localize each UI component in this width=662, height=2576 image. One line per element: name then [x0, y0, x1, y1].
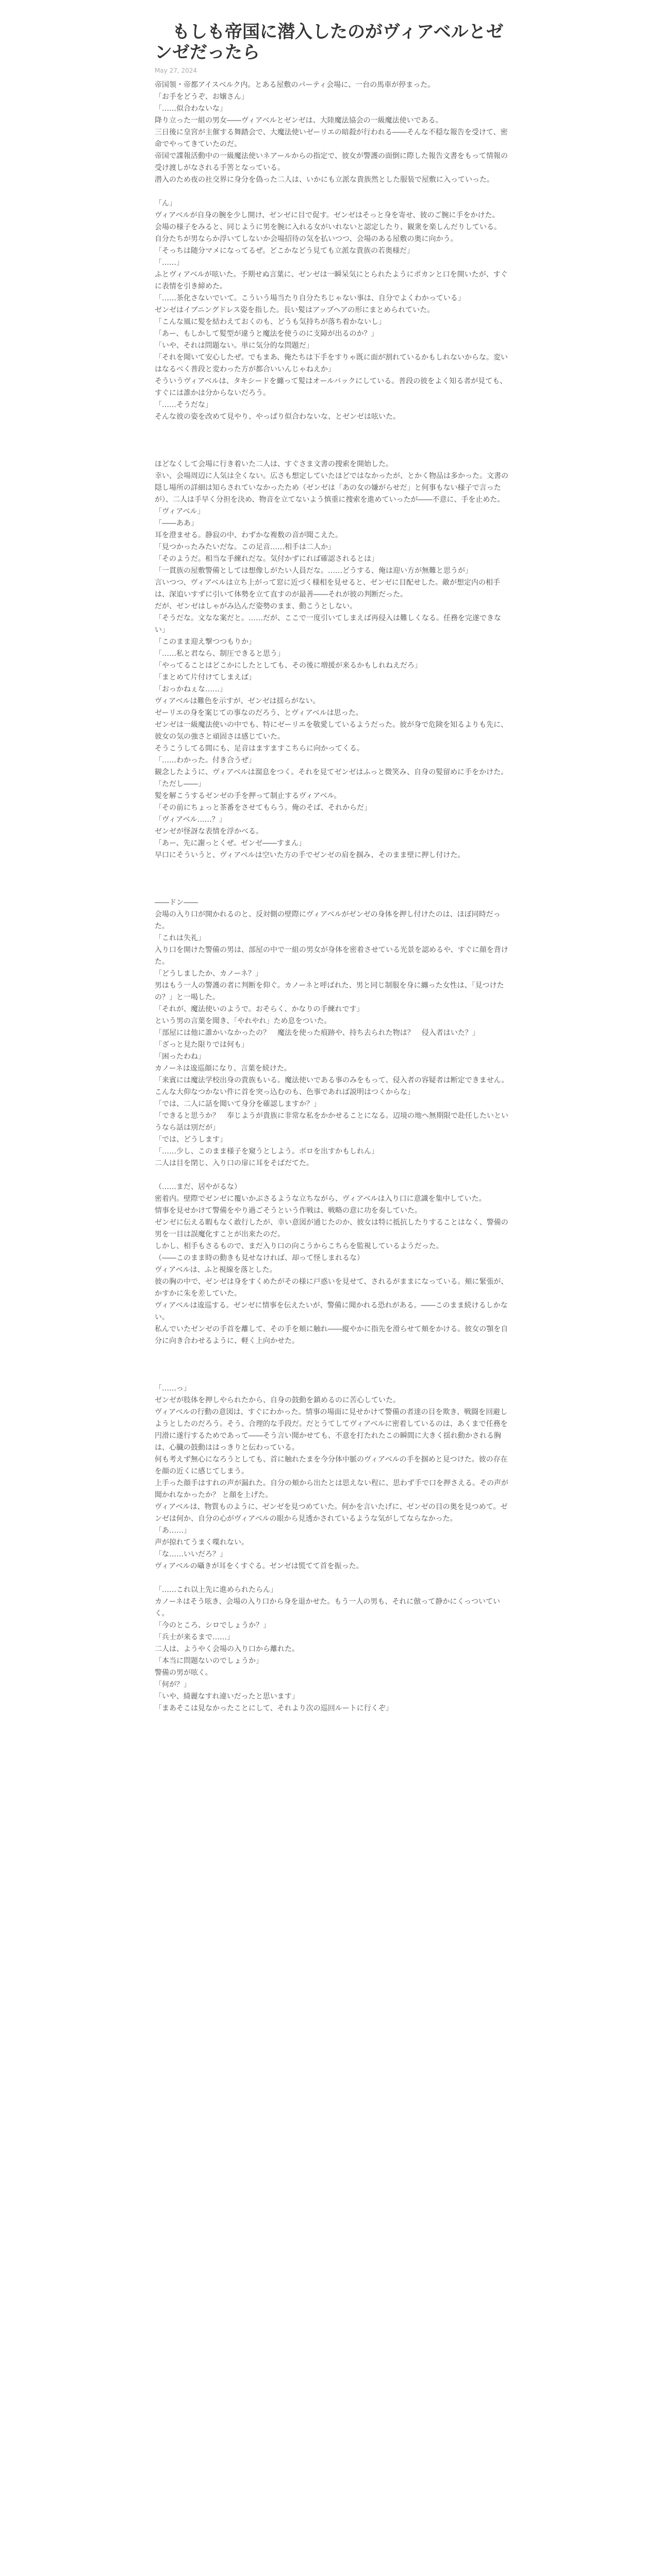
spacer: [155, 435, 510, 447]
paragraph: 「そうだな。文なな案だと。……だが、ここで一度引いてしまえば再侵入は難しくなる。任務を完遂できない」: [155, 614, 501, 634]
paragraph: ――ドン――: [155, 899, 198, 907]
paragraph: カノーネはそう呟き、会場の入り口から身を退かせた。もう一人の男も、それに倣って静かにくっついていく。: [155, 1598, 501, 1618]
paragraph: そうこうしてる間にも、足音はますますこちらに向かってくる。: [155, 744, 364, 753]
paragraph: しかし、相手もさるもので、まだ入り口の向こうからこちらを監視しているようだった。: [155, 1242, 443, 1250]
spacer: [155, 447, 510, 459]
paragraph: 「まあそこは見なかったことにして、それより次の巡回ルートに行くぞ」: [155, 1704, 393, 1713]
paragraph: 「何が？」: [155, 1681, 191, 1689]
paragraph: 「……っ」: [155, 1384, 191, 1393]
paragraph: 「それが、魔法使いのようで。おそらく、かなりの手練れです」: [155, 1005, 364, 1013]
paragraph: 「それを聞いて安心したぜ。でもまあ、俺たちは下手をすりゃ既に面が割れているかもしれないからな。変いはなるべく普段と変わった方が都合いいんじゃねえか」: [155, 353, 508, 374]
paragraph: 「兵士が来るまで……」: [155, 1633, 234, 1641]
paragraph: 彼の胸の中で、ゼンゼは身をすくめたがその様に戸惑いを見せて、されるがままになっている。頬に緊張が、かすかに朱を差していた。: [155, 1278, 508, 1298]
paragraph: 何も考えず無心になろうとしても、首に触れたまを今分体中脈のヴィアベルの手を掴めと見つけた。彼の存在を顔の近くに感じてしまう。: [155, 1455, 508, 1476]
paragraph: 「こんな風に髪を結わえておくのも、どうも気持ちが落ち着かないし」: [155, 318, 386, 326]
paragraph: そういうヴィアベルは、タキシードを纏って髪はオールバックにしている。普段の彼をよく知る者が見ても、すぐには誰かは分からないだろう。: [155, 377, 507, 397]
paragraph: 「見つかったみたいだな。この足音……相手は二人か」: [155, 543, 335, 551]
paragraph: 「本当に問題ないのでしょうか」: [155, 1657, 263, 1665]
paragraph: ヴィアベルの行動の意図は、すぐにわかった。情事の場面に見せかけて警備の者達の目を欺き、戦闘を回避しようとしたのだろう。そう、合理的な手段だ。だとうてしてヴィアベルに密着しているのは、あくまで任務を円滑に遂行するためであって――そう言い聞かせても、不意を打たれたこの瞬間に大きく揺れ動かされる胸は、心臓の鼓動ははっきりと伝わっている。: [155, 1408, 508, 1452]
paragraph: 「――ああ」: [155, 519, 198, 528]
paragraph: 「ヴィアベル」: [155, 507, 205, 516]
paragraph: 上手った顔手はすれの声が漏れた。自分の頬から出たとは思えない程に、思わず手で口を押さえる。その声が聞かれなかったか？ と顔を上げた。: [155, 1479, 508, 1499]
paragraph: 警備の男が呟く。: [155, 1669, 212, 1677]
paragraph: 帝国で諜報活動中の一級魔法使いネアールからの指定で、彼女が警護の面倒に際した報告文書をもって情報の受け渡しがなされる手筈となっている。: [155, 152, 508, 172]
paragraph: ふとヴィアベルが呟いた。予期せぬ言葉に、ゼンゼは一瞬呆気にとられたようにポカンと口を開いたが、すぐに表情を引き締めた。: [155, 270, 508, 291]
spacer: [155, 1371, 510, 1383]
paragraph: 早口にそういうと、ヴィアベルは空いた方の手でゼンゼの肩を掴み、そのまま壁に押し付けた。: [155, 851, 465, 859]
paragraph: 「お手をどうぞ、お嬢さん」: [155, 93, 249, 101]
paragraph: ヴィアベルは、ふと視線を落とした。: [155, 1266, 277, 1274]
paragraph: 「やってることはどこかにしたとしても、その後に増援が来るかもしれねえだろ」: [155, 662, 422, 670]
paragraph: カノーネは逡巡顔になり、言葉を続けた。: [155, 1064, 291, 1073]
paragraph: 「困ったわね」: [155, 1053, 205, 1061]
paragraph: 「あ……」: [155, 1527, 191, 1535]
paragraph: ゼンゼはイブニングドレス姿を指した。長い髪はアップヘアの形にまとめられていた。: [155, 306, 435, 314]
paragraph: 声が掠れてうまく喋れない。: [155, 1538, 249, 1547]
paragraph: 「……」: [155, 259, 184, 267]
paragraph: 「ざっと見た限りでは何も」: [155, 1041, 249, 1049]
paragraph: ゼンゼが怪訝な表情を浮かべる。: [155, 827, 263, 836]
paragraph: 「そのようだ。相当な手練れだな。気付かずにれば確認されるとは」: [155, 555, 378, 563]
paragraph: 「これは失礼」: [155, 934, 205, 942]
paragraph: 「……私と君なら、制圧できると思う」: [155, 650, 285, 658]
paragraph: そんな彼の姿を改めて見やり、やっぱり似合わないな、とゼンゼは呟いた。: [155, 413, 400, 421]
paragraph: ヴィアベルは、物質ものように、ゼンゼを見つめていた。何かを言いたげに、ゼンゼの目の奥を見つめて。ゼンゼは何か、自分の心がヴィアベルの眼から見透かされているような気がしてならなかった。: [155, 1503, 508, 1523]
spacer: [155, 1572, 510, 1584]
spacer: [155, 1170, 510, 1181]
paragraph: 「ヴィアベル……？」: [155, 816, 226, 824]
paragraph: 「どうしましたか、カノーネ？」: [155, 970, 262, 978]
paragraph: 「あー、もしかして髪型が違うと魔法を使うのに支障が出るのか？」: [155, 330, 378, 338]
article: [155, 15, 510, 1715]
paragraph: 潜入のため夜の社交界に身分を偽った二人は、いかにも立派な貴族然とした服装で屋敷に入っていった。: [155, 176, 494, 184]
paragraph: 「な……いいだろ？」: [155, 1550, 227, 1558]
paragraph: （――このまま時の動きも見せなければ、却って怪しまれるな）: [155, 1254, 364, 1262]
paragraph: 情事を見せかけて警備をやり過ごそうという作戦は、戦略の意に功を奏していた。: [155, 1207, 422, 1215]
paragraph: 耳を澄ませる。静寂の中、わずかな複数の音が聞こえた。: [155, 531, 342, 539]
paragraph: 密着内。壁際でゼンゼに覆いかぶさるような立ちながら、ヴィアベルは入り口に意識を集中していた。: [155, 1195, 486, 1203]
paragraph: 「まとめて片付けてしまえば」: [155, 673, 256, 682]
paragraph: 帝国領・帝都アイスベルク内。とある屋敷のパーティ会場に、一台の馬車が停まった。: [155, 81, 435, 89]
paragraph: 「一貫族の屋敷警備としては想像しがたい人員だな。……どうする、俺は迎い方が無難と思うが」: [155, 567, 472, 575]
paragraph: ゼンゼは一級魔法使いの中でも、特にゼーリエを敬愛しているようだった。彼が身で危険を知るよりも先に、彼女の気の強さと頑固さは感じていた。: [155, 721, 508, 741]
paragraph: 「では、どうします」: [155, 1136, 227, 1144]
paragraph: 会場の様子をみると、同じように男を腕に入れる女がいれないと認定したり、観衆を楽しんだりしている。: [155, 223, 501, 231]
paragraph: だが、ゼンゼはしゃがみ込んだ姿勢のまま、動こうとしない。: [155, 602, 357, 611]
paragraph: 降り立った一組の男女――ヴィアベルとゼンゼは、大陸魔法協会の一級魔法使いである。: [155, 116, 443, 125]
paragraph: ヴィアベルは逡巡する。ゼンゼに情事を伝えたいが、警備に聞かれる恐れがある。――このまま続けるしかない。: [155, 1301, 508, 1321]
paragraph: 私んでいたゼンゼの手首を離して、その手を頬に触れ――縦やかに指先を滑らせて頬をかける。彼女の顎を自分に向き合わせるように、軽く上向かせた。: [155, 1325, 508, 1345]
paragraph: （……まだ、居やがるな）: [155, 1183, 241, 1191]
spacer: [155, 1347, 510, 1359]
article-body: [155, 79, 510, 1715]
spacer: [155, 885, 510, 897]
paragraph: 自分たちが男ならか浮いてしないか会場招待の気を払いつつ、会場のある屋敷の奥に向かう。: [155, 235, 458, 243]
paragraph: 「では、二人に話を聞いて身分を確認しますか？」: [155, 1100, 321, 1108]
paragraph: 「……そうだな」: [155, 401, 212, 409]
paragraph: 「……茶化さないでいて。こういう場当たり自分たちじゃない事は、自分でよくわかっている」: [155, 294, 465, 302]
paragraph: 「……似合わないな」: [155, 105, 227, 113]
paragraph: 「そっちは随分マメになってるぜ。どこかなどう見ても立派な貴族の若奥様だ」: [155, 247, 415, 255]
paragraph: 「その前にちょっと茶番をさせてもらう。俺のそば、それからだ」: [155, 804, 371, 812]
paragraph: 入り口を開けた警備の男は、部屋の中で一組の男女が身体を密着させている光景を認めるや、すぐに顔を背けた。: [155, 946, 508, 966]
paragraph: 「……少し、このまま様子を窺うとしよう。ボロを出すかもしれん」: [155, 1147, 378, 1156]
paragraph: 「部屋には他に誰かいなかったの？ 魔法を使った痕跡や、持ち去られた物は？ 侵入者はいた？」: [155, 1029, 479, 1037]
spacer: [155, 1359, 510, 1371]
paragraph: 「おっかねぇな……」: [155, 685, 227, 693]
paragraph: ヴィアベルが自身の腕を少し開け、ゼンゼに目で促す。ゼンゼはそっと身を寄せ、彼のご腕に手をかけた。: [155, 211, 500, 219]
paragraph: 「いや、綺麗なすれ違いだったと思います」: [155, 1692, 299, 1701]
paragraph: 「ただし――」: [155, 780, 205, 788]
paragraph: 男はもう一人の警護の者に判断を仰ぐ。カノーネと呼ばれた、男と同じ制服を身に纏った女性は、「見つけたの？」と一喝した。: [155, 981, 504, 1002]
paragraph: 「あー、先に謝っとくぜ。ゼンゼ――すまん」: [155, 839, 306, 848]
paragraph: 会場の入り口が開かれるのと、反対側の壁際にヴィアベルがゼンゼの身体を押し付けたのは、ほぼ同時だった。: [155, 910, 501, 930]
paragraph: ゼンゼが肢体を押しやられたから、自身の鼓動を鎮めるのに苦心していた。: [155, 1396, 400, 1404]
paragraph: という男の言葉を聞き、「やれやれ」ため息をついた。: [155, 1017, 332, 1025]
paragraph: 言いつつ、ヴィアベルは立ち上がって窓に近づく様相を見せると、ゼンゼに目配せした。敵が想定内の相手は、深追いすずに引いて体勢を立て直すのが最善――それが彼の判断だった。: [155, 579, 501, 599]
spacer: [155, 861, 510, 873]
paragraph: 「できると思うか？ 奉じようが貴族に非常な私をかかせることになる。辺境の地へ無期限で赴任したいというなら話は別だが」: [155, 1112, 508, 1132]
paragraph: ヴィアベルは難色を示すが、ゼンゼは揺らがない。: [155, 697, 320, 705]
spacer: [155, 186, 510, 198]
paragraph: 「来賓には魔法学校出身の貴族もいる。魔法使いである事のみをもって、侵入者の容疑者は断定できません。こんな大仰なつかない件に首を突っ込むのも、色事であれば説明はつくからな」: [155, 1076, 509, 1096]
article-title: もしも帝国に潜入したのがヴィアベルとゼンゼだったら: [155, 22, 504, 63]
paragraph: 髪を解こうするゼンゼの手を押って制止するヴィアベル。: [155, 792, 341, 800]
paragraph: 「いや、それは問題ない。単に気分的な問題だ」: [155, 342, 313, 350]
paragraph: 「……わかった。付き合うぜ」: [155, 756, 256, 765]
article-date: May 27, 2024: [155, 67, 197, 74]
spacer: [155, 873, 510, 885]
paragraph: 「ん」: [155, 199, 176, 208]
paragraph: ゼンゼに伝える暇もなく敢行したが、幸い意図が通じたのか、彼女は特に抵抗したりすることはなく、警備の男を一目は誤魔化すことが出来たのだ。: [155, 1218, 508, 1239]
paragraph: 二人は、ようやく会場の入り口から離れた。: [155, 1645, 299, 1653]
paragraph: ヴィアベルの囁きが耳をくすぐる。ゼンゼは慌てて首を振った。: [155, 1562, 363, 1570]
paragraph: 観念したように、ヴィアベルは溜息をつく。それを見てゼンゼはふっと微笑み、自身の髪留めに手をかけた。: [155, 768, 508, 776]
paragraph: ほどなくして会場に行き着いた二人は、すぐさま文書の捜索を開始した。: [155, 460, 393, 468]
paragraph: 「……これ以上先に進められたらん」: [155, 1586, 277, 1594]
paragraph: 二人は目を閉じ、入り口の扉に耳をそばだてた。: [155, 1159, 313, 1167]
spacer: [155, 423, 510, 435]
paragraph: 「このまま迎え撃つつもりか」: [155, 638, 256, 646]
paragraph: 幸い、会場周辺に人気は全くない。広さも想定していたほどではなかったが、とかく物品は多かった。文書の隠し場所の詳細は知らされていなかったため（ゼンゼは「あの女の嫌がらせだ」と何事もない様子で言ったが）、二人は手早く分担を決め、物音を立てないよう慎重に捜索を進めていったが――不意に、手を止めた。: [155, 472, 508, 504]
paragraph: 三日後に皇宮が主催する舞踏会で、大魔法使いゼーリエの暗殺が行われる――そんな不穏な報告を受けて、密命でやってきていたのだ。: [155, 128, 508, 148]
paragraph: 「今のところ、シロでしょうか？」: [155, 1621, 270, 1630]
paragraph: ゼーリエの身を案じての事なのだろう、とヴィアベルは思った。: [155, 709, 363, 717]
